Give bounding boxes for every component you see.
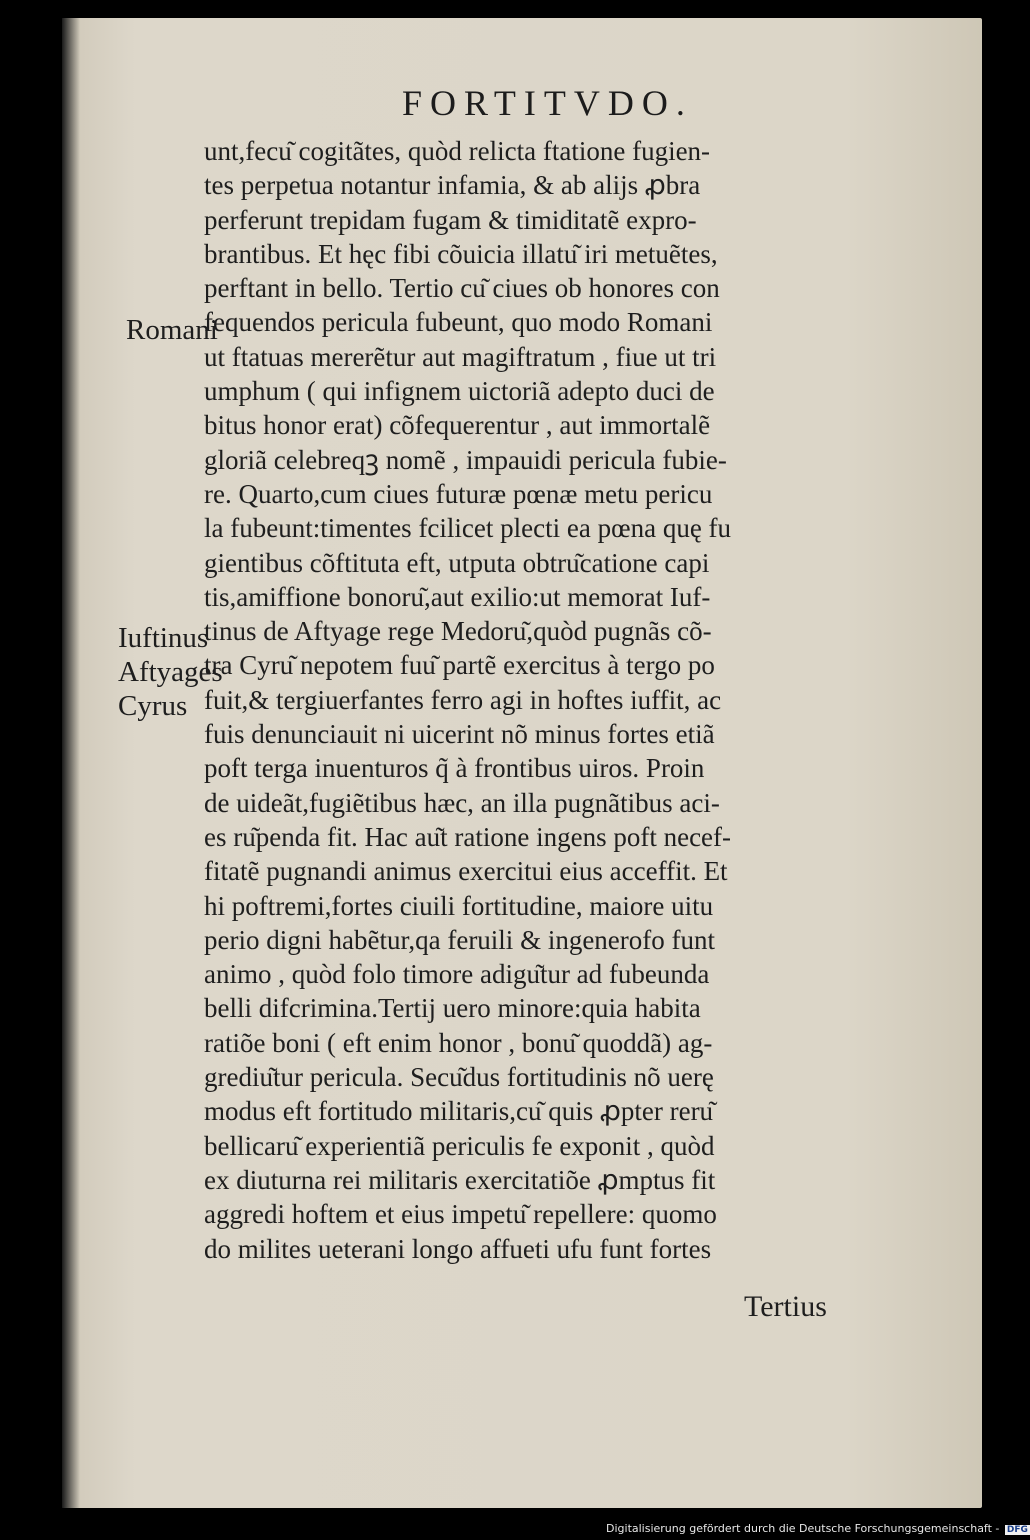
text-line: perferunt trepidam fugam & timiditatẽ expro-	[204, 204, 697, 235]
text-line: poft terga inuenturos q̃ à frontibus uiros. Proin	[204, 753, 705, 784]
text-line: tra Cyru͂ nepotem fuu͂ partẽ exercitus à tergo po	[204, 650, 715, 681]
text-line: brantibus. Et hęc fibi cõuicia illatu͂ iri metuẽtes,	[204, 238, 718, 269]
text-line: gientibus cõftituta eft, utputa obtru͂catione capi	[204, 547, 710, 578]
text-line: hi poftremi,fortes ciuili fortitudine, maiore uitu	[204, 890, 714, 921]
text-line: ut ftatuas mererẽtur aut magiftratum , fiue ut tri	[204, 341, 717, 372]
text-line: fuit,& tergiuerfantes ferro agi in hoftes iuffit, ac	[204, 684, 722, 715]
digitization-footer	[606, 1522, 1030, 1535]
text-line: la fubeunt:timentes fcilicet plecti ea pœna quę fu	[204, 513, 732, 544]
text-line: ex diuturna rei militaris exercitatiõe ꝓmptus fit	[204, 1164, 716, 1195]
text-line: bellicaru͂ experientiã periculis fe exponit , quòd	[204, 1130, 715, 1161]
text-line: re. Quarto,cum ciues futuræ pœnæ metu pericu	[204, 478, 713, 509]
text-line: perftant in bello. Tertio cu͂ ciues ob honores con	[204, 273, 720, 304]
catchword: Tertius	[744, 1290, 827, 1323]
text-line: umphum ( qui infignem uictoriã adepto duci de	[204, 376, 715, 407]
text-line: unt,fecu͂ cogitãtes, quòd relicta ftatione fugien-	[204, 136, 711, 166]
text-line: ratiõe boni ( eft enim honor , bonu͂ quoddã) ag-	[204, 1027, 713, 1058]
text-line: tes perpetua notantur infamia, & ab alijs ꝓbra	[204, 170, 701, 201]
running-header: FORTITVDO.	[402, 83, 693, 123]
text-line: fuis denunciauit ni uicerint nõ minus fortes etiã	[204, 719, 715, 750]
text-line: bitus honor erat) cõfequerentur , aut immortalẽ	[204, 410, 711, 441]
text-line: aggredi hoftem et eius impetu͂ repellere: quomo	[204, 1199, 717, 1230]
margin-note: Romani	[126, 314, 218, 346]
margin-note: Iuftinus	[118, 622, 209, 654]
text-line: modus eft fortitudo militaris,cu͂ quis ꝓpter reru͂	[204, 1096, 714, 1127]
text-line: perio digni habẽtur,qa feruili & ingenerofo funt	[204, 924, 716, 955]
margin-note: Aftyages	[118, 656, 223, 688]
page-spine-shadow	[62, 18, 80, 1508]
margin-note: Cyrus	[118, 690, 188, 722]
text-line: es ru͂penda fit. Hac au͂t ratione ingens poft necef-	[204, 821, 732, 852]
text-line: fitatẽ pugnandi animus exercitui eius acceffit. Et	[204, 856, 728, 887]
text-line: fequendos pericula fubeunt, quo modo Romani	[204, 307, 713, 338]
text-line: gloriã celebreqꝫ nomẽ , impauidi pericula fubie-	[204, 444, 727, 475]
text-line: de uideãt,fugiẽtibus hæc, an illa pugnãtibus aci-	[204, 787, 720, 818]
text-line: animo , quòd folo timore adigu͂tur ad fubeunda	[204, 959, 710, 990]
footer-text: Digitalisierung gefördert durch die Deutsche Forschungsgemeinschaft -	[606, 1522, 1000, 1535]
text-line: tinus de Aftyage rege Medoru͂,quòd pugnãs cõ-	[204, 616, 712, 647]
text-line: grediu͂tur pericula. Secu͂dus fortitudinis nõ uerę	[204, 1062, 714, 1093]
dfg-logo: DFG	[1006, 1525, 1028, 1535]
body-text	[204, 134, 884, 1266]
text-line: do milites ueterani longo affueti ufu funt fortes	[204, 1233, 712, 1264]
text-line: tis,amiffione bonoru͂,aut exilio:ut memorat Iuf-	[204, 581, 711, 612]
text-line: belli difcrimina.Tertij uero minore:quia habita	[204, 993, 701, 1024]
